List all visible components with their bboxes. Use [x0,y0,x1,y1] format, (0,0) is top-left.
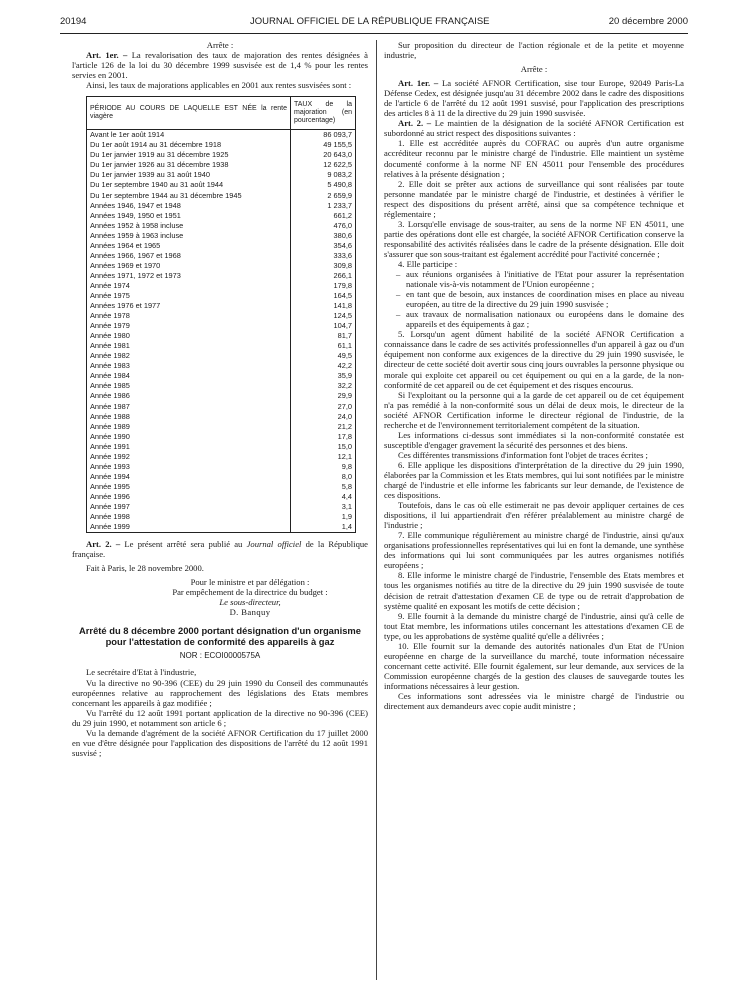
table-cell-period: Année 1981 [87,341,291,351]
table-row [87,371,356,381]
table-cell-rate: 164,5 [291,291,356,301]
table-cell-period: Année 1983 [87,361,291,371]
table-row [87,512,356,522]
right-art1-text: La société AFNOR Certification, sise tour Europe, 92049 Paris-La Défense Cedex, est désignée jusqu'au 31 décembre 2002 dans le cadre des dispositions de l'article 6 de l'arrêté du 12 août 1991 susvisé, pour l'application des prescriptions des articles 8 à 11 de la directive du 29 juin 1990 susvisée. [384,78,684,119]
table-row [87,432,356,442]
table-cell-rate: 32,2 [291,381,356,391]
table-cell-rate: 4,4 [291,492,356,502]
table-cell-rate: 61,1 [291,341,356,351]
table-row [87,291,356,301]
table-row [87,251,356,261]
table-cell-rate: 1,9 [291,512,356,522]
item-5: 5. Lorsqu'un agent dûment habilité de la société AFNOR Certification a connaissance dans le cadre de ses activités professionnelles d'un appareil à gaz ou d'un équipement non conforme aux exigences de la directive du 29 juin 1990 susvisée, le directeur de cette société doit avertir sous cinq jours ouvrables la personne physique ou morale qui exploite cet appareil ou cet équipement ou qui en a la garde, de la non-conformité de cet appareil ou de cet équipement et des risques encourus. [384,329,684,390]
table-cell-rate: 9,8 [291,462,356,472]
table-row [87,341,356,351]
table-row [87,502,356,512]
header-rule [60,33,688,34]
table-cell-rate: 5 490,8 [291,180,356,190]
signature-line-1: Pour le ministre et par délégation : [190,577,310,588]
table-cell-rate: 309,8 [291,261,356,271]
table-row [87,412,356,422]
table-row [87,472,356,482]
left-column [72,40,368,758]
item-6-b: Toutefois, dans le cas où elle estimerait ne pas devoir appliquer certaines de ces dispositions, il lui appartiendrait d'en référer préalablement au ministre chargé de l'industrie ; [384,500,684,531]
table-cell-rate: 2 659,9 [291,191,356,201]
table-cell-rate: 9 083,2 [291,170,356,180]
table-cell-rate: 12 622,5 [291,160,356,170]
table-row [87,271,356,281]
table-cell-period: Année 1975 [87,291,291,301]
page-header [60,16,688,30]
journal-title: JOURNAL OFFICIEL DE LA RÉPUBLIQUE FRANÇAISE [250,16,490,27]
fait-line: Fait à Paris, le 28 novembre 2000. [86,563,204,574]
table-cell-period: Année 1989 [87,422,291,432]
rates-table [86,96,356,533]
table-cell-period: Du 1er août 1914 au 31 décembre 1918 [87,140,291,150]
item-4-dash-1: – aux réunions organisées à l'initiative de l'Etat pour assurer la représentation nationale vis-à-vis notamment de l'Union européenne ; [406,269,684,289]
table-cell-rate: 5,8 [291,482,356,492]
table-cell-period: Année 1991 [87,442,291,452]
item-10: 10. Elle fournit sur la demande des autorités nationales d'un Etat de l'Union européenne en charge de la surveillance du marché, toute information nécessaire concernant cette activité. Elle fournit également, sur leur demande, aux services de la Commission européenne chargés de la gestion des clauses de sauvegarde toutes les informations nécessaires à leur gestion. [384,640,684,691]
table-cell-period: Année 1995 [87,482,291,492]
table-row [87,482,356,492]
art2-post: de la République française. [72,539,368,560]
table-row [87,331,356,341]
table-cell-period: Année 1974 [87,281,291,291]
table-row [87,221,356,231]
section-title: Arrêté du 8 décembre 2000 portant désignation d'un organisme pour l'attestation de conformité des appareils à gaz [79,625,361,648]
item-4-dash-3: – aux travaux de normalisation nationaux ou européens dans le domaine des appareils et des équipements à gaz ; [406,309,684,329]
art1-text: La revalorisation des taux de majoration des rentes désignées à l'article 126 de la loi du 30 décembre 1999 susvisée est de 1,4 % pour les rentes servies en 2001. [72,50,368,81]
table-row [87,402,356,412]
page-number: 20194 [60,16,87,27]
table-cell-rate: 42,2 [291,361,356,371]
table-row [87,492,356,502]
table-cell-rate: 3,1 [291,502,356,512]
right-art1-label: Art. 1er. – [398,78,439,89]
table-cell-period: Année 1985 [87,381,291,391]
table-row [87,180,356,190]
table-cell-period: Année 1999 [87,522,291,533]
right-art2-text: Le maintien de la désignation de la société AFNOR Certification est subordonné au strict respect des dispositions suivantes : [384,118,685,139]
table-cell-rate: 104,7 [291,321,356,331]
table-cell-rate: 21,2 [291,422,356,432]
signature-name: D. Banquy [229,607,271,618]
table-cell-period: Année 1978 [87,311,291,321]
table-cell-period: Année 1980 [87,331,291,341]
table-row [87,391,356,401]
table-row [87,211,356,221]
table-row [87,170,356,180]
table-cell-period: Du 1er septembre 1944 au 31 décembre 1945 [87,191,291,201]
table-cell-rate: 476,0 [291,221,356,231]
table-row [87,231,356,241]
table-cell-period: Du 1er janvier 1919 au 31 décembre 1925 [87,150,291,160]
table-row [87,381,356,391]
table-cell-period: Avant le 1er août 1914 [87,130,291,141]
item-4-list [384,269,684,329]
arrete-heading: Arrête : [206,40,234,50]
item-1: 1. Elle est accréditée auprès du COFRAC ou auprès d'un autre organisme accréditeur reconnu par le ministre chargé de l'industrie. Elle maintient un système documenté conforme à la norme NF EN 45011 pour l'ensemble des procédures relatives à la présente désignation ; [384,138,684,179]
table-cell-rate: 380,6 [291,231,356,241]
table-cell-period: Année 1992 [87,452,291,462]
table-cell-rate: 81,7 [291,331,356,341]
table-row [87,522,356,533]
item-5-d: Ces différentes transmissions d'information font l'objet de traces écrites ; [398,449,648,460]
table-row [87,140,356,150]
table-cell-rate: 24,0 [291,412,356,422]
table-cell-period: Année 1982 [87,351,291,361]
table-cell-rate: 15,0 [291,442,356,452]
art2-pre: Le présent arrêté sera publié au [124,539,243,550]
item-2: 2. Elle doit se prêter aux actions de surveillance qui sont réalisées par toute personne mandatée par le ministre chargé de l'industrie, et destinées à vérifier le respect des dispositions du présent arrêté, ainsi que sa compétence technique et réglementaire ; [384,178,684,219]
item-9: 9. Elle fournit à la demande du ministre chargé de l'industrie, ainsi qu'à celle de tout Etat membre, les informations utiles concernant les attestations d'examen CE de type, ou les approbations de système qualité qu'elle a délivrées ; [384,610,684,641]
table-row [87,351,356,361]
column-divider [376,40,377,980]
table-cell-rate: 1 233,7 [291,201,356,211]
table-cell-rate: 49,5 [291,351,356,361]
right-para-0: Sur proposition du directeur de l'action régionale et de la petite et moyenne industrie, [384,40,684,61]
table-row [87,261,356,271]
right-column [384,40,684,711]
signature-line-2: Par empêchement de la directrice du budget : [172,587,328,598]
table-cell-rate: 17,8 [291,432,356,442]
table-cell-period: Années 1971, 1972 et 1973 [87,271,291,281]
table-cell-rate: 124,5 [291,311,356,321]
left-para-1: Le secrétaire d'Etat à l'industrie, [86,667,197,678]
table-row [87,462,356,472]
item-4-dash-2: – en tant que de besoin, aux instances de coordination mises en place au niveau européen, au titre de la directive du 29 juin 1990 susvisée ; [406,289,684,309]
table-cell-rate: 8,0 [291,472,356,482]
table-row [87,311,356,321]
table-row [87,301,356,311]
table-cell-rate: 20 643,0 [291,150,356,160]
table-row [87,160,356,170]
table-row [87,201,356,211]
table-cell-period: Année 1979 [87,321,291,331]
table-row [87,442,356,452]
table-cell-period: Du 1er janvier 1939 au 31 août 1940 [87,170,291,180]
art2-label: Art. 2. – [86,539,121,550]
left-para-4: Vu la demande d'agrément de la société AFNOR Certification du 17 juillet 2000 en vue d'être désignée pour l'application des dispositions de l'arrêté du 12 août 1991 susvisé ; [72,727,368,758]
table-cell-rate: 1,4 [291,522,356,533]
item-3: 3. Lorsqu'elle envisage de sous-traiter, au sens de la norme NF EN 45011, une partie des opérations dont elle est chargée, la société AFNOR Certification conserve la responsabilité des activités réalisées dans le cadre de la présente désignation. Elle doit s'assurer que son sous-traitant est également accrédité pour l'activité concernée ; [384,218,684,259]
item-5-b: Si l'exploitant ou la personne qui a la garde de cet appareil ou de cet équipement n'a pas remédié à la non-conformité sous un délai de deux mois, le directeur de la société AFNOR Certification informe le directeur régional de l'industrie, de la recherche et de l'environnement territorialement compétent de la situation. [384,389,684,430]
table-row [87,281,356,291]
table-cell-period: Années 1976 et 1977 [87,301,291,311]
table-cell-period: Du 1er janvier 1926 au 31 décembre 1938 [87,160,291,170]
art1-label: Art. 1er. – [86,50,128,61]
table-row [87,150,356,160]
item-8: 8. Elle informe le ministre chargé de l'industrie, l'ensemble des Etats membres et tous les organismes notifiés au titre de la directive du 29 juin 1990 susvisée de toute décision de retrait d'attestation d'examen CE de type ou de retrait d'approbation de système qualité en exposant les motifs de cette décision ; [384,570,684,611]
table-cell-period: Années 1969 et 1970 [87,261,291,271]
table-cell-period: Année 1987 [87,402,291,412]
table-cell-period: Année 1988 [87,412,291,422]
table-cell-period: Année 1986 [87,391,291,401]
table-row [87,191,356,201]
table-cell-rate: 179,8 [291,281,356,291]
right-arrete-heading: Arrête : [520,64,548,75]
art2-journal: Journal officiel [246,539,302,550]
table-cell-rate: 661,2 [291,211,356,221]
table-cell-period: Années 1949, 1950 et 1951 [87,211,291,221]
table-cell-period: Année 1984 [87,371,291,381]
item-10-b: Ces informations sont adressées via le ministre chargé de l'industrie ou directement aux demandeurs avec copie audit ministre ; [384,691,684,712]
left-para-2: Vu la directive no 90-396 (CEE) du 29 juin 1990 du Conseil des communautés européennes relative au rapprochement des législations des Etats membres concernant les appareils à gaz modifiée ; [72,677,368,708]
rates-table-body [87,130,356,533]
right-art2-label: Art. 2. – [398,118,432,129]
table-row [87,130,356,141]
issue-date: 20 décembre 2000 [608,16,688,27]
table-cell-period: Année 1996 [87,492,291,502]
table-cell-period: Du 1er septembre 1940 au 31 août 1944 [87,180,291,190]
table-cell-rate: 12,1 [291,452,356,462]
table-cell-rate: 333,6 [291,251,356,261]
table-cell-rate: 86 093,7 [291,130,356,141]
table-cell-period: Années 1966, 1967 et 1968 [87,251,291,261]
table-cell-rate: 29,9 [291,391,356,401]
left-para-3: Vu l'arrêté du 12 août 1991 portant application de la directive no 90-396 (CEE) du 29 juin 1990, et notamment son article 6 ; [72,707,368,728]
table-cell-rate: 354,6 [291,241,356,251]
table-cell-period: Année 1994 [87,472,291,482]
item-6: 6. Elle applique les dispositions d'interprétation de la directive du 29 juin 1990, élaborées par la Commission et les Etats membres, qui lui sont notifiées par le ministre chargé de l'industrie et elle informe les fabricants sur leur demande, de l'existence de ces dispositions. [384,459,684,501]
table-cell-period: Années 1964 et 1965 [87,241,291,251]
signature-line-3: Le sous-directeur, [219,597,281,608]
table-cell-rate: 27,0 [291,402,356,412]
item-4: 4. Elle participe : [398,258,458,269]
nor-reference: NOR : ECOI0000575A [179,651,261,661]
table-cell-period: Années 1959 à 1963 incluse [87,231,291,241]
table-head-period: PÉRIODE AU COURS DE LAQUELLE EST NÉE la rente viagère [87,97,291,130]
art1-para2: Ainsi, les taux de majorations applicables en 2001 aux rentes susvisées sont : [86,80,352,91]
table-cell-period: Années 1952 à 1958 incluse [87,221,291,231]
table-cell-period: Années 1946, 1947 et 1948 [87,201,291,211]
table-cell-rate: 266,1 [291,271,356,281]
table-row [87,422,356,432]
table-cell-period: Année 1990 [87,432,291,442]
table-row [87,321,356,331]
table-row [87,241,356,251]
table-row [87,361,356,371]
table-cell-period: Année 1998 [87,512,291,522]
item-7: 7. Elle communique régulièrement au ministre chargé de l'industrie, ainsi qu'aux organisations professionnelles représentatives qui lui en font la demande, une synthèse des informations qui lui sont communiquées par les autres organismes notifiés européens ; [384,530,684,571]
table-cell-period: Année 1993 [87,462,291,472]
table-cell-rate: 35,9 [291,371,356,381]
table-cell-rate: 49 155,5 [291,140,356,150]
table-row [87,452,356,462]
table-cell-period: Année 1997 [87,502,291,512]
table-head-rate: TAUX de la majoration (en pourcentage) [291,97,356,130]
table-cell-rate: 141,8 [291,301,356,311]
item-5-c: Les informations ci-dessus sont immédiates si la non-conformité constatée est susceptible d'engager gravement la sécurité des personnes et des biens. [384,429,684,450]
